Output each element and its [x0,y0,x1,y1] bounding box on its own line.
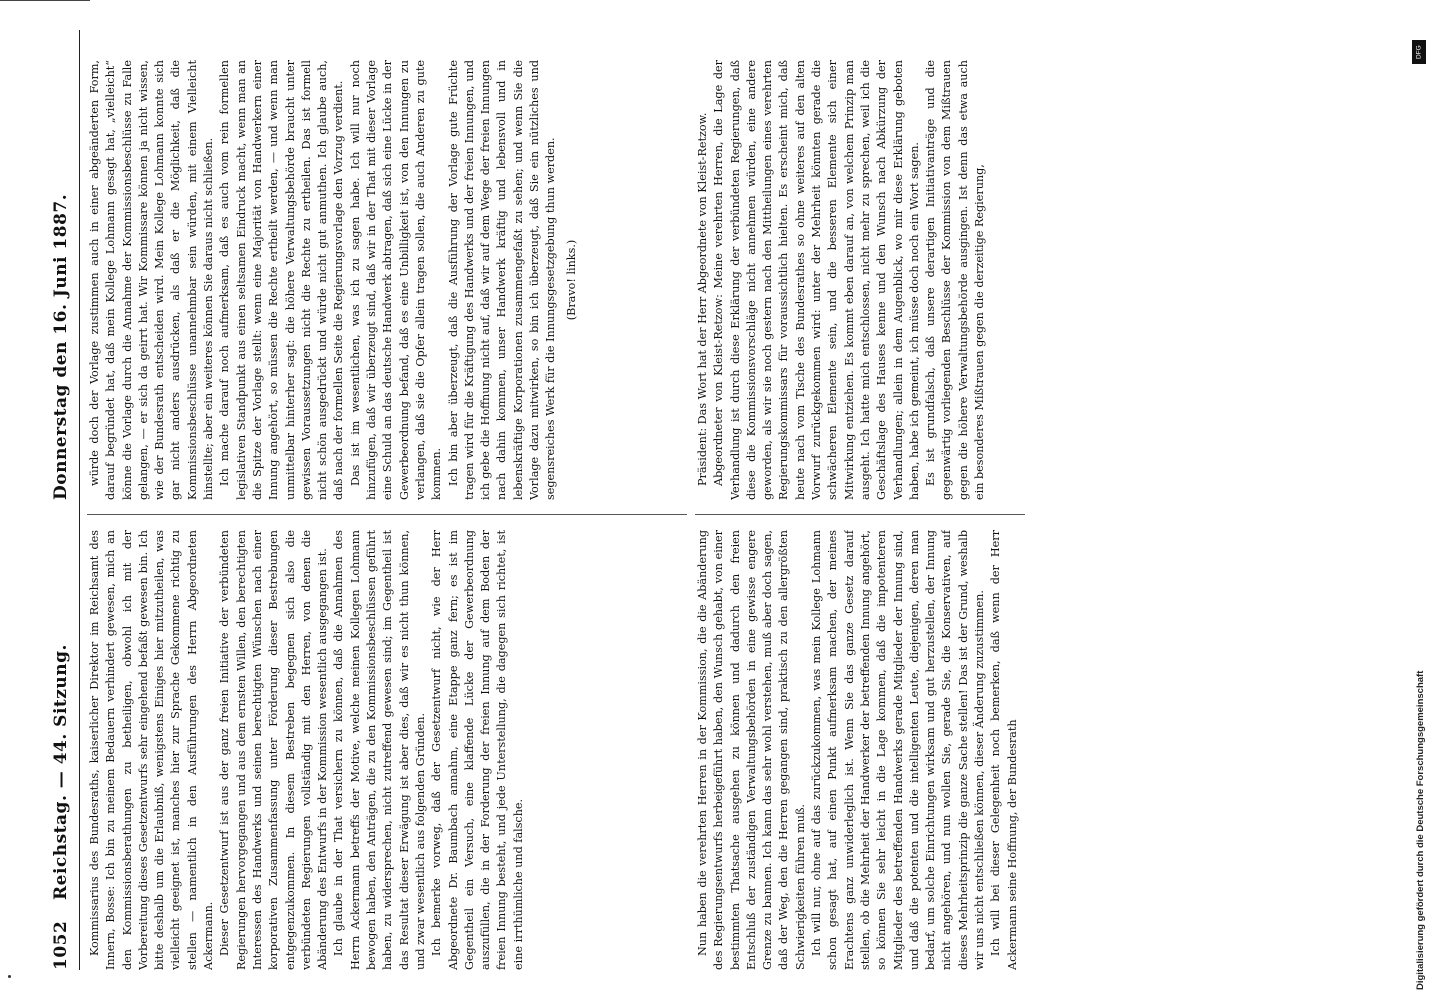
paragraph: Ich mache darauf noch aufmerksam, daß es auch vom rein formellen legislativen Standpunkt aus einen seltsamen Eindruck macht, wenn man an die Spitze der Vorlage stellt: wenn eine Majorität von Handwerkern einer Innung angehört, so müssen die Rechte ertheilt werden, — und wenn man unmittelbar hinterher sagt: die höhere Verwaltungsbehörde braucht unter gewissen Voraussetzungen nicht die Rechte zu ertheilen. Das ist formell nicht schön ausgedrückt und würde nicht gut anmuthen. Ich glaube auch, daß nach der formellen Seite die Regierungsvorlage den Vorzug verdient. [218,60,346,500]
page-number: 1052 [51,920,71,970]
right-column [87,60,687,500]
paragraph: Ich bemerke vorweg, daß der Gesetzentwurf nicht, wie der Herr Abgeordnete Dr. Baumbach annahm, eine Etappe ganz fern; es ist im Gegentheil ein Versuch, eine klaffende Lücke der Gewerbeordnung auszufüllen, die in der Forderung der freien Innung auf dem Boden der freien Innung besteht, und jede Unterstellung, die dagegen sich richtet, ist eine irrthümliche und falsche. [430,530,525,970]
rotated-text-block [45,30,1375,970]
column-separator-lower [695,514,1025,515]
scan-edge-rule [0,0,90,1]
paragraph: Ich bin aber überzeugt, daß die Ausführung der Vorlage gute Früchte tragen wird für die Kräftigung des Handwerks und der freien Innungen, und ich gebe die Hoffnung nicht auf, daß wir auf dem Wege der freien Innungen nach dahin kommen, unser Handwerk kräftig und lebensvoll und in lebenskräftige Korporationen zusammengefaßt zu sehen; und wenn Sie die Vorlage dazu mitwirken, so bin ich überzeugt, daß Sie ein nützliches und segensreiches Werk für die Innungsgesetzgebung thun werden. [446,60,558,500]
paragraph: Dieser Gesetzentwurf ist aus der ganz freien Initiative der verbündeten Regierungen hervorgegangen und aus dem ernsten Willen, den berechtigten Interessen des Handwerks und seinen berechtigten Wünschen nach einer korporativen Zusammenfassung unter Förderung dieser Bestrebungen entgegenzukommen. In diesem Bestreben begegnen sich also die verbündeten Regierungen vollständig mit den Herren, von denen die Abänderung des Entwurfs in der Kommission wesentlich ausgegangen ist. [218,530,330,970]
column-separator [87,514,687,515]
page-header [45,30,79,970]
header-rule [79,30,80,970]
paragraph: Ich glaube in der That versichern zu können, daß die Annahmen des Herrn Ackermann betreffs der Motive, welche meinen Kollegen Lohmann bewogen haben, den Anträgen, die zu den Kommissionsbeschlüssen geführt haben, zu widersprechen, nicht zutreffend gewesen sind; im Gegentheil ist das Resultat dieser Erwägung ist aber dies, daß wir es nicht thun können, und zwar wesentlich aus folgenden Gründen. [332,530,427,970]
session-title: Reichstag. — 44. Sitzung. [51,644,71,900]
paragraph: Es ist grundfalsch, daß unsere derartigen Initiativanträge und die gegenwärtig vorliegenden Beschlüsse der Kommission von dem Mißtrauen gegen die höhere Verwaltungsbehörde ausgingen. Ist denn das etwa auch ein besonderes Mißtrauen gegen die derzeitige Regierung, [924,60,987,500]
dfg-logo: DFG [1412,40,1426,64]
applause-note: (Bravo! links.) [564,239,578,321]
paragraph: Ich will nur, ohne auf das zurückzukommen, was mein Kollege Lohmann schon gesagt hat, auf einen Punkt aufmerksam machen, der meines Erachtens ganz unwiderleglich ist. Wenn Sie das ganze Gesetz darauf stellen, ob die Mehrheit der Handwerker der betreffenden Innung angehört, so können Sie sehr leicht in die Lage kommen, daß die impotenteren Mitglieder des betreffenden Handwerks gerade Mitglieder der Innung sind, und daß die potenten und die intelligenten Leute, diejenigen, deren man bedarf, um solche Einrichtungen wirksam und gut herzustellen, der Innung nicht angehören, und nun wollen Sie, gerade Sie, die Konservativen, auf dieses Mehrheitsprinzip die ganze Sache stellen! Das ist der Grund, weshalb wir uns nicht entschließen können, dieser Änderung zuzustimmen. [810,530,987,970]
paragraph: Abgeordneter von Kleist-Retzow: Meine verehrten Herren, die Lage der Verhandlung ist durch diese Erklärung der verbündeten Regierungen, daß diese die Kommissionsvorschläge nicht annehmen würden, eine andere geworden, als wir sie noch gestern nach den Mittheilungen eines verehrten Regierungskommissars für voraussichtlich hielten. Es erscheint mich, daß heute nach vom Tische des Bundesrathes so ohne weiteres auf den alten Vorwurf zurückgekommen wird: unter der Mehrheit könnten gerade die schwächeren Elemente sein, und die besseren Elemente sich einer Mitwirkung entziehen. Es kommt eben darauf an, von welchem Prinzip man ausgeht. Ich hatte mich entschlossen, nicht mehr zu sprechen, weil ich die Geschäftslage des Hauses kenne und den Wunsch nach Abkürzung der Verhandlungen; allein in dem Augenblick, wo mir diese Erklärung geboten haben, habe ich gemeint, ich müsse doch noch ein Wort sagen. [712,60,921,500]
paragraph: würde doch der Vorlage zustimmen auch in einer abgeänderten Form, darauf begründet hat, daß mein Kollege Lohmann gesagt hat, „vielleicht“ könne die Vorlage durch die Annahme der Kommissionsbeschlüsse zu Falle gelangen, — er sich da geirrt hat. Wir Kommissare können ja nicht wissen, wie der Bundesrath entscheiden wird. Mein Kollege Lohmann konnte sich gar nicht anders ausdrücken, als daß er die Möglichkeit, daß die Kommissionsbeschlüsse unannehmbar sein würden, mit einem Vielleicht hinstellte; aber ein weiteres können Sie daraus nicht schließen. [88,60,216,500]
paragraph: Ich will bei dieser Gelegenheit noch bemerken, daß wenn der Herr Ackermann seine Hoffnung, der Bundesrath [989,530,1019,970]
paragraph: Kommissarius des Bundesraths, kaiserlicher Direktor im Reichsamt des Innern, Bosse: Ich bin zu meinem Bedauern verhindert gewesen, mich an den Kommissionsberathungen zu betheiligen, obwohl ich mit der Vorbereitung dieses Gesetzentwurfs sehr eingehend befaßt gewesen bin. Ich bitte deshalb um die Erlaubniß, wenigstens Einiges hier mitzutheilen, was vielleicht geeignet ist, manches hier zur Sprache Gekommene richtig zu stellen — namentlich in den Ausführungen des Herrn Abgeordneten Ackermann. [88,530,216,970]
digitization-credit: Digitalisierung gefördert durch die Deutsche Forschungsgemeinschaft [1415,670,1426,990]
president-line: Präsident: Das Wort hat der Herr Abgeordnete von Kleist-Retzow. [696,112,709,486]
right-column-lower [695,60,1025,500]
paragraph: Nun haben die verehrten Herren in der Kommission, die die Abänderung des Regierungsentwurfs herbeigeführt haben, den Wunsch gehabt, von einer bestimmten Thatsache ausgehen zu können und dadurch den freien Entschluß der zuständigen Verwaltungsbehörden in eine gewisse engere Grenze zu bannen. Ich kann das sehr wohl verstehen, muß aber doch sagen, daß der Weg, den die Herren gegangen sind, praktisch zu den allergrößten Schwierigkeiten führen muß. [696,530,807,970]
left-column [87,530,687,970]
scan-speck [8,975,11,978]
session-date: Donnerstag den 16. Juni 1887. [51,193,71,500]
paragraph: Das ist im wesentlichen, was ich zu sagen habe. Ich will nur noch hinzufügen, daß wir überzeugt sind, daß wir in der That mit dieser Vorlage eine Schuld an das deutsche Handwerk abtragen, daß sich eine Lücke in der Gewerbeordnung befand, daß es eine Unbilligkeit ist, von den Innungen zu verlangen, daß sie die Opfer allein tragen sollen, die auch Anderen zu gute kommen. [348,60,444,500]
left-column-lower [695,530,1025,970]
